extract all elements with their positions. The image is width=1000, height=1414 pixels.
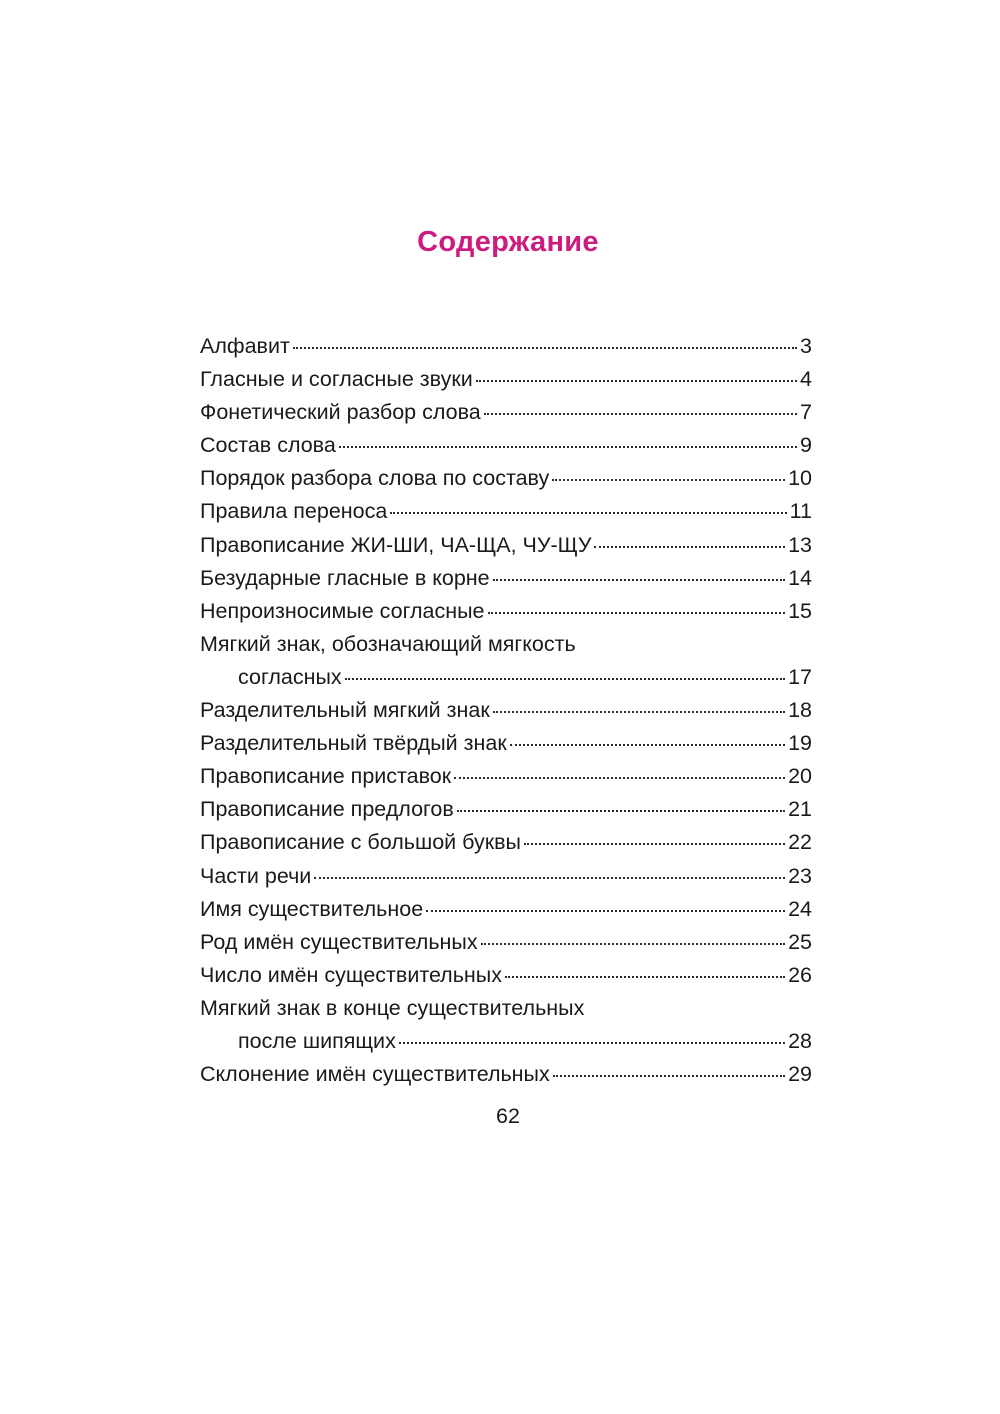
toc-entry-page: 3 xyxy=(800,334,812,358)
toc-entry-page: 11 xyxy=(789,499,812,524)
page-number: 62 xyxy=(496,1104,520,1128)
dot-leader xyxy=(314,877,785,879)
toc-entry-page: 9 xyxy=(800,433,812,458)
toc-entry-page: 10 xyxy=(788,466,812,491)
dot-leader xyxy=(345,678,785,680)
toc-entry-title: Непроизносимые согласные xyxy=(200,598,485,623)
toc-entry-page: 18 xyxy=(788,698,812,723)
dot-leader xyxy=(493,711,785,713)
toc-entry xyxy=(200,562,812,595)
toc-entry-title: Разделительный твёрдый знак xyxy=(200,731,507,756)
toc-entry-page: 14 xyxy=(788,565,812,590)
toc-entry-title: Правописание приставок xyxy=(200,764,452,789)
toc-entry xyxy=(200,396,812,429)
toc-entry-page: 21 xyxy=(788,797,812,822)
toc-entry-title: Фонетический разбор слова xyxy=(200,400,481,425)
dot-leader xyxy=(454,777,785,779)
toc-entry-title: Род имён существительных xyxy=(200,929,478,954)
dot-leader xyxy=(476,380,797,382)
toc-entry-page: 29 xyxy=(788,1062,812,1087)
toc-entry-page: 4 xyxy=(800,367,812,392)
toc-entry-title: Число имён существительных xyxy=(200,962,503,987)
dot-leader xyxy=(390,512,786,514)
dot-leader xyxy=(524,843,785,845)
toc-entry xyxy=(200,959,812,992)
toc-entry-title: Алфавит xyxy=(200,334,290,358)
toc-entry xyxy=(200,1025,812,1058)
toc-entry-title: Безударные гласные в корне xyxy=(200,565,490,590)
dot-leader xyxy=(481,943,785,945)
toc-entry-title: Правописание с большой буквы xyxy=(200,830,522,855)
toc-entry xyxy=(200,727,812,760)
toc-entry xyxy=(200,661,812,694)
toc-entry-title: Правописание предлогов xyxy=(200,797,454,822)
toc-entry xyxy=(200,694,812,727)
toc-entry xyxy=(200,992,812,1025)
dot-leader xyxy=(426,910,785,912)
table-of-contents xyxy=(200,330,812,1091)
dot-leader xyxy=(339,446,797,448)
dot-leader xyxy=(457,810,785,812)
toc-entry-page: 26 xyxy=(788,962,812,987)
toc-entry-title: после шипящих xyxy=(238,1028,396,1053)
toc-entry-title: Мягкий знак в конце существительных xyxy=(200,995,585,1020)
dot-leader xyxy=(594,546,785,548)
toc-entry-page: 20 xyxy=(788,764,812,789)
toc-entry-page: 28 xyxy=(788,1028,812,1053)
dot-leader xyxy=(553,1075,785,1077)
dot-leader xyxy=(493,579,785,581)
toc-entry xyxy=(200,495,812,528)
toc-entry-page: 13 xyxy=(788,532,812,557)
toc-entry-page: 17 xyxy=(788,664,812,689)
toc-entry xyxy=(200,793,812,826)
toc-entry-title: согласных xyxy=(238,664,342,689)
toc-entry-page: 24 xyxy=(788,896,812,921)
toc-entry xyxy=(200,893,812,926)
toc-entry-title: Имя существительное xyxy=(200,896,424,921)
toc-entry-title: Состав слова xyxy=(200,433,336,458)
toc-entry xyxy=(200,926,812,959)
toc-entry-page: 7 xyxy=(800,400,812,425)
toc-entry-title: Части речи xyxy=(200,863,312,888)
toc-entry xyxy=(200,760,812,793)
toc-entry-title: Разделительный мягкий знак xyxy=(200,698,490,723)
toc-entry-title: Правописание ЖИ-ШИ, ЧА-ЩА, ЧУ-ЩУ xyxy=(200,532,592,557)
toc-entry xyxy=(200,628,812,661)
toc-entry xyxy=(200,529,812,562)
dot-leader xyxy=(488,612,786,614)
toc-entry xyxy=(200,826,812,859)
toc-entry-page: 19 xyxy=(788,731,812,756)
toc-entry xyxy=(200,860,812,893)
page-title: Содержание xyxy=(417,226,599,258)
dot-leader xyxy=(293,347,797,349)
toc-entry xyxy=(200,595,812,628)
dot-leader xyxy=(399,1042,785,1044)
toc-entry xyxy=(200,330,812,363)
toc-entry-page: 23 xyxy=(788,863,812,888)
toc-entry-title: Правила переноса xyxy=(200,499,388,524)
dot-leader xyxy=(484,413,797,415)
toc-entry-title: Склонение имён существительных xyxy=(200,1062,550,1087)
dot-leader xyxy=(552,479,785,481)
toc-entry-page: 22 xyxy=(788,830,812,855)
toc-entry-page: 15 xyxy=(788,598,812,623)
dot-leader xyxy=(505,976,785,978)
toc-entry-title: Порядок разбора слова по составу xyxy=(200,466,550,491)
toc-entry xyxy=(200,363,812,396)
dot-leader xyxy=(510,744,785,746)
toc-entry-title: Мягкий знак, обозначающий мягкость xyxy=(200,631,576,656)
toc-entry xyxy=(200,462,812,495)
toc-entry-page: 25 xyxy=(788,929,812,954)
toc-entry xyxy=(200,429,812,462)
toc-entry xyxy=(200,1058,812,1091)
toc-entry-title: Гласные и согласные звуки xyxy=(200,367,473,392)
